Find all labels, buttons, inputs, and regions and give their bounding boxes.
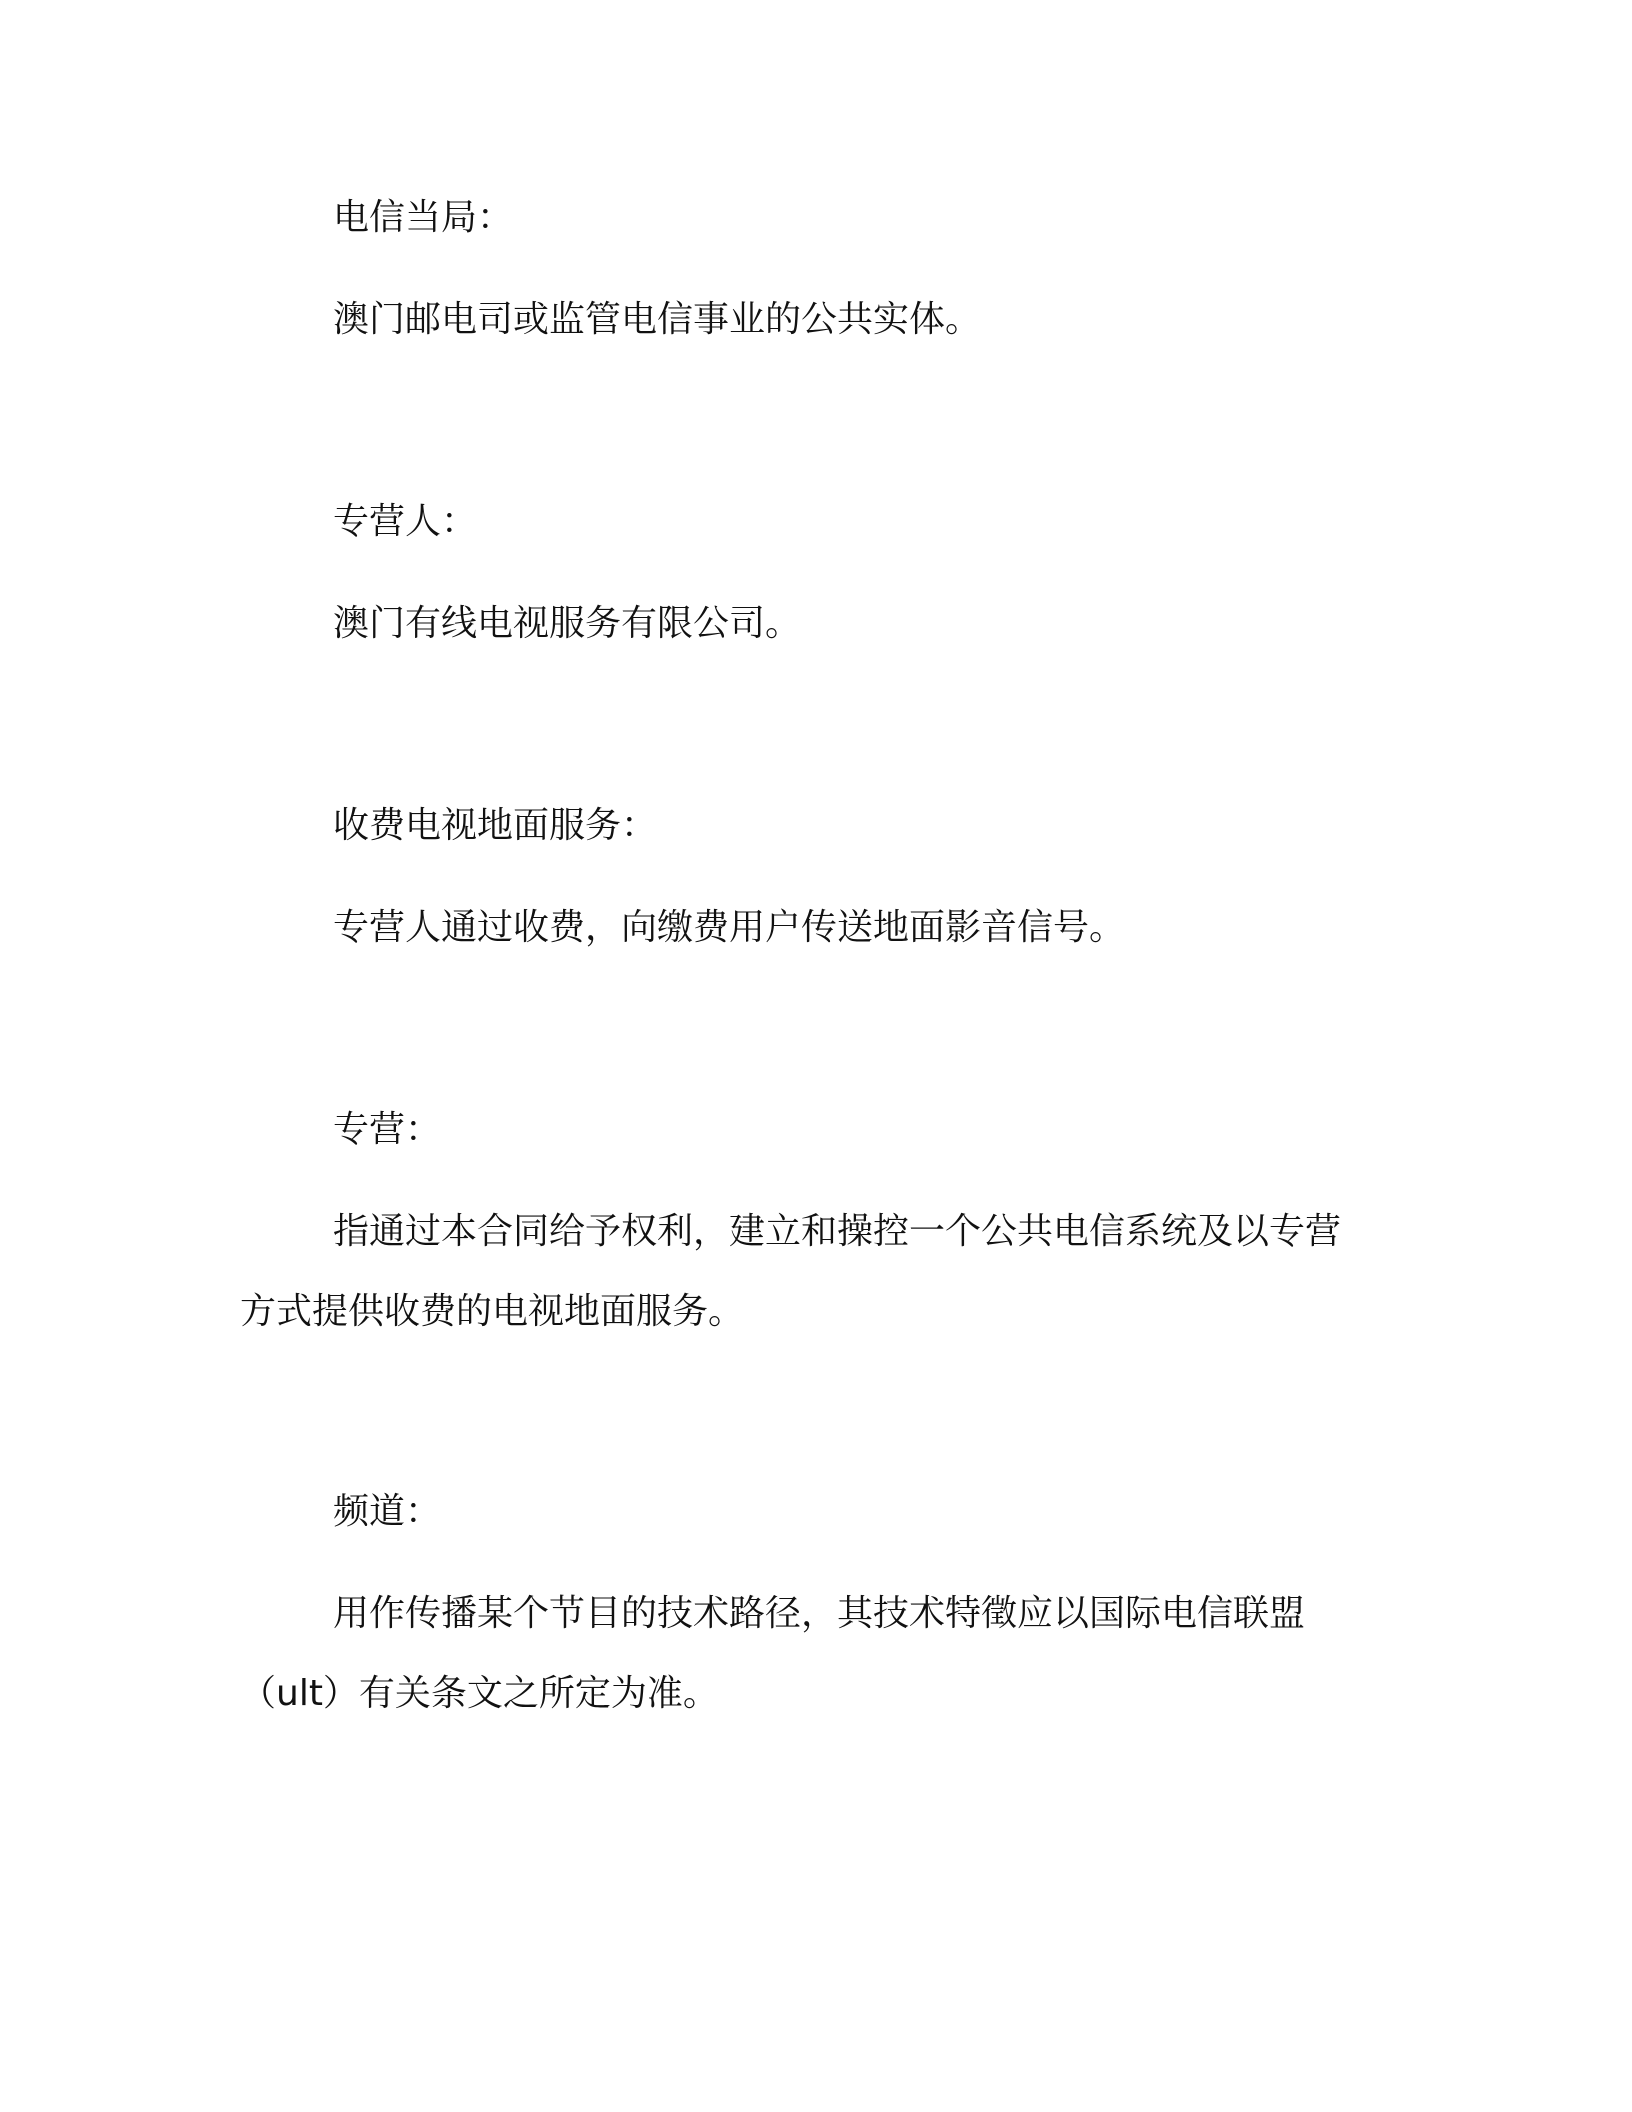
definition-channel-line-1: 用作传播某个节目的技术路径，其技术特徵应以国际电信联盟 (333, 1593, 1306, 1634)
definition-concession-line-1: 指通过本合同给予权利，建立和操控一个公共电信系统及以专营 (333, 1211, 1342, 1252)
term-channel: 频道： (333, 1491, 442, 1532)
definition-concession-line-2: 方式提供收费的电视地面服务。 (240, 1291, 745, 1332)
definition-channel-line-2: （ult）有关条文之所定为准。 (240, 1673, 719, 1714)
definition-telecom-authority: 澳门邮电司或监管电信事业的公共实体。 (333, 299, 982, 340)
term-pay-tv-terrestrial-service: 收费电视地面服务： (333, 805, 658, 846)
definition-concessionaire: 澳门有线电视服务有限公司。 (333, 603, 802, 644)
term-concession: 专营： (333, 1109, 442, 1150)
term-concessionaire: 专营人： (333, 501, 478, 542)
definition-pay-tv-terrestrial-service: 专营人通过收费，向缴费用户传送地面影音信号。 (333, 907, 1126, 948)
term-telecom-authority: 电信当局： (333, 197, 514, 238)
